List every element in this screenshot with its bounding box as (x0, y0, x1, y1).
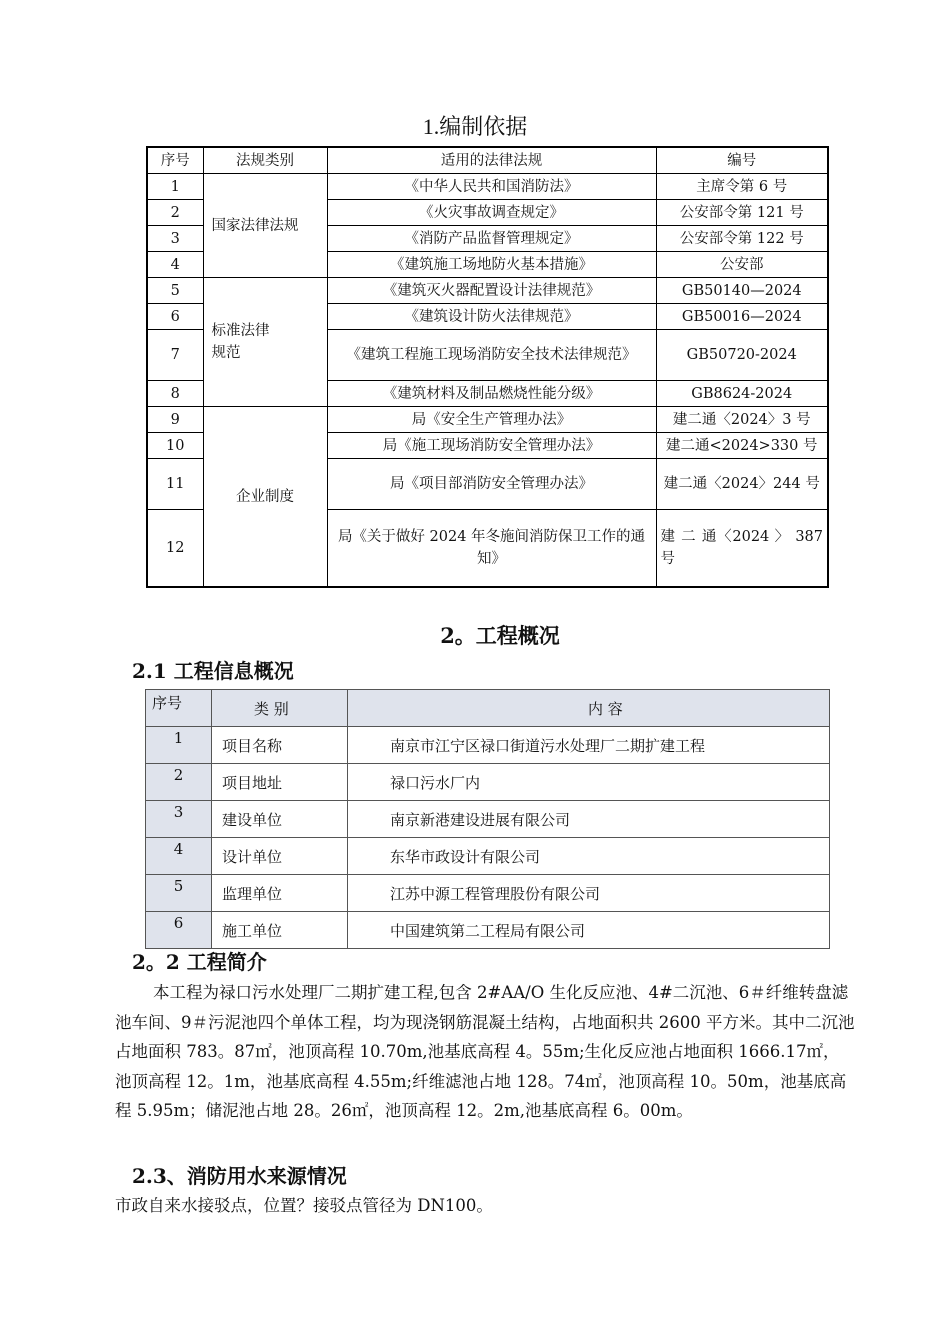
info-type: 项目地址 (212, 764, 348, 801)
regulation-code: 公安部令第 121 号 (656, 200, 828, 226)
regulation-name: 局《安全生产管理办法》 (327, 407, 656, 433)
regulation-code: 主席令第 6 号 (656, 174, 828, 200)
regulation-name: 《火灾事故调查规定》 (327, 200, 656, 226)
row-number: 2 (146, 764, 212, 801)
header-cell: 类 别 (212, 690, 348, 727)
row-number: 12 (147, 510, 203, 588)
section-2-2-title: 2。2 工程简介 (132, 950, 267, 974)
project-description-paragraph: 本工程为禄口污水处理厂二期扩建工程,包含 2#AA/O 生化反应池、4#二沉池、6＃纤维转盘滤池车间、9＃污泥池四个单体工程，均为现浇钢筋混凝土结构，占地面积共 2600 平方米。其中二沉池占地面积 783。87㎡，池顶高程 10.70m,池基底高程 4。55m;生化反应池占地面积 1666.17㎡，池顶高程 12。1m，池基底高程 4.55m;纤维滤池占地 128。74㎡，池顶高程 10。50m，池基底高程 5.95m；储泥池占地 28。26㎡，池顶高程 12。2m,池基底高程 6。00m。 (115, 983, 855, 1120)
info-type: 监理单位 (212, 875, 348, 912)
section-1-title: 1.编制依据 (422, 114, 528, 139)
header-cell: 内 容 (348, 690, 830, 727)
section-2-1-title: 2.1 工程信息概况 (132, 659, 294, 683)
table-row (146, 912, 830, 949)
regulation-code: 公安部 (656, 252, 828, 278)
info-type: 项目名称 (212, 727, 348, 764)
project-info-table (145, 689, 830, 949)
regulation-name: 局《项目部消防安全管理办法》 (327, 459, 656, 510)
row-number: 1 (147, 174, 203, 200)
row-number: 10 (147, 433, 203, 459)
row-number: 1 (146, 727, 212, 764)
info-value: 禄口污水厂内 (348, 764, 830, 801)
table-row (146, 727, 830, 764)
regulation-code: 建二通〈2024〉244 号 (656, 459, 828, 510)
row-number: 2 (147, 200, 203, 226)
regulations-table (146, 146, 829, 588)
info-value: 中国建筑第二工程局有限公司 (348, 912, 830, 949)
regulation-name: 《建筑施工场地防火基本措施》 (327, 252, 656, 278)
table-row (147, 278, 828, 304)
regulation-code: 公安部令第 122 号 (656, 226, 828, 252)
table-row (147, 407, 828, 433)
info-value: 南京新港建设进展有限公司 (348, 801, 830, 838)
row-number: 8 (147, 381, 203, 407)
regulation-name: 《建筑灭火器配置设计法律规范》 (327, 278, 656, 304)
regulation-code: 建 二 通〈2024 〉 387 号 (656, 510, 828, 588)
regulation-code: GB50140—2024 (656, 278, 828, 304)
info-type: 设计单位 (212, 838, 348, 875)
row-number: 5 (147, 278, 203, 304)
info-value: 江苏中源工程管理股份有限公司 (348, 875, 830, 912)
category-standards: 标准法律 规范 (203, 278, 327, 407)
row-number: 5 (146, 875, 212, 912)
header-cell: 序号 (147, 147, 203, 174)
regulation-name: 《消防产品监督管理规定》 (327, 226, 656, 252)
row-number: 3 (147, 226, 203, 252)
water-source-paragraph: 市政自来水接驳点，位置？接驳点管径为 DN100。 (115, 1196, 493, 1215)
row-number: 6 (147, 304, 203, 330)
section-2-title: 2。工程概况 (440, 623, 560, 648)
header-cell: 适用的法律法规 (327, 147, 656, 174)
row-number: 6 (146, 912, 212, 949)
info-type: 建设单位 (212, 801, 348, 838)
table-row (146, 764, 830, 801)
table-row (146, 801, 830, 838)
regulation-code: 建二通<2024>330 号 (656, 433, 828, 459)
table-row (147, 174, 828, 200)
info-value: 东华市政设计有限公司 (348, 838, 830, 875)
regulation-name: 《建筑设计防火法律规范》 (327, 304, 656, 330)
regulation-name: 《中华人民共和国消防法》 (327, 174, 656, 200)
table-header-row (146, 690, 830, 727)
row-number: 4 (147, 252, 203, 278)
regulation-name: 《建筑工程施工现场消防安全技术法律规范》 (327, 330, 656, 381)
header-cell: 序号 (146, 690, 212, 727)
table-row (146, 838, 830, 875)
header-cell: 编号 (656, 147, 828, 174)
regulation-code: GB8624-2024 (656, 381, 828, 407)
regulation-name: 局《施工现场消防安全管理办法》 (327, 433, 656, 459)
row-number: 3 (146, 801, 212, 838)
row-number: 11 (147, 459, 203, 510)
row-number: 7 (147, 330, 203, 381)
section-2-3-title: 2.3、消防用水来源情况 (132, 1164, 347, 1188)
regulation-code: GB50016—2024 (656, 304, 828, 330)
header-cell: 法规类别 (203, 147, 327, 174)
row-number: 9 (147, 407, 203, 433)
table-header-row (147, 147, 828, 174)
category-company-rules: 企业制度 (203, 407, 327, 588)
info-value: 南京市江宁区禄口街道污水处理厂二期扩建工程 (348, 727, 830, 764)
regulation-name: 《建筑材料及制品燃烧性能分级》 (327, 381, 656, 407)
regulation-code: GB50720-2024 (656, 330, 828, 381)
category-national-law: 国家法律法规 (203, 174, 327, 278)
regulation-code: 建二通〈2024〉3 号 (656, 407, 828, 433)
info-type: 施工单位 (212, 912, 348, 949)
row-number: 4 (146, 838, 212, 875)
regulation-name: 局《关于做好 2024 年冬施间消防保卫工作的通知》 (327, 510, 656, 588)
table-row (146, 875, 830, 912)
